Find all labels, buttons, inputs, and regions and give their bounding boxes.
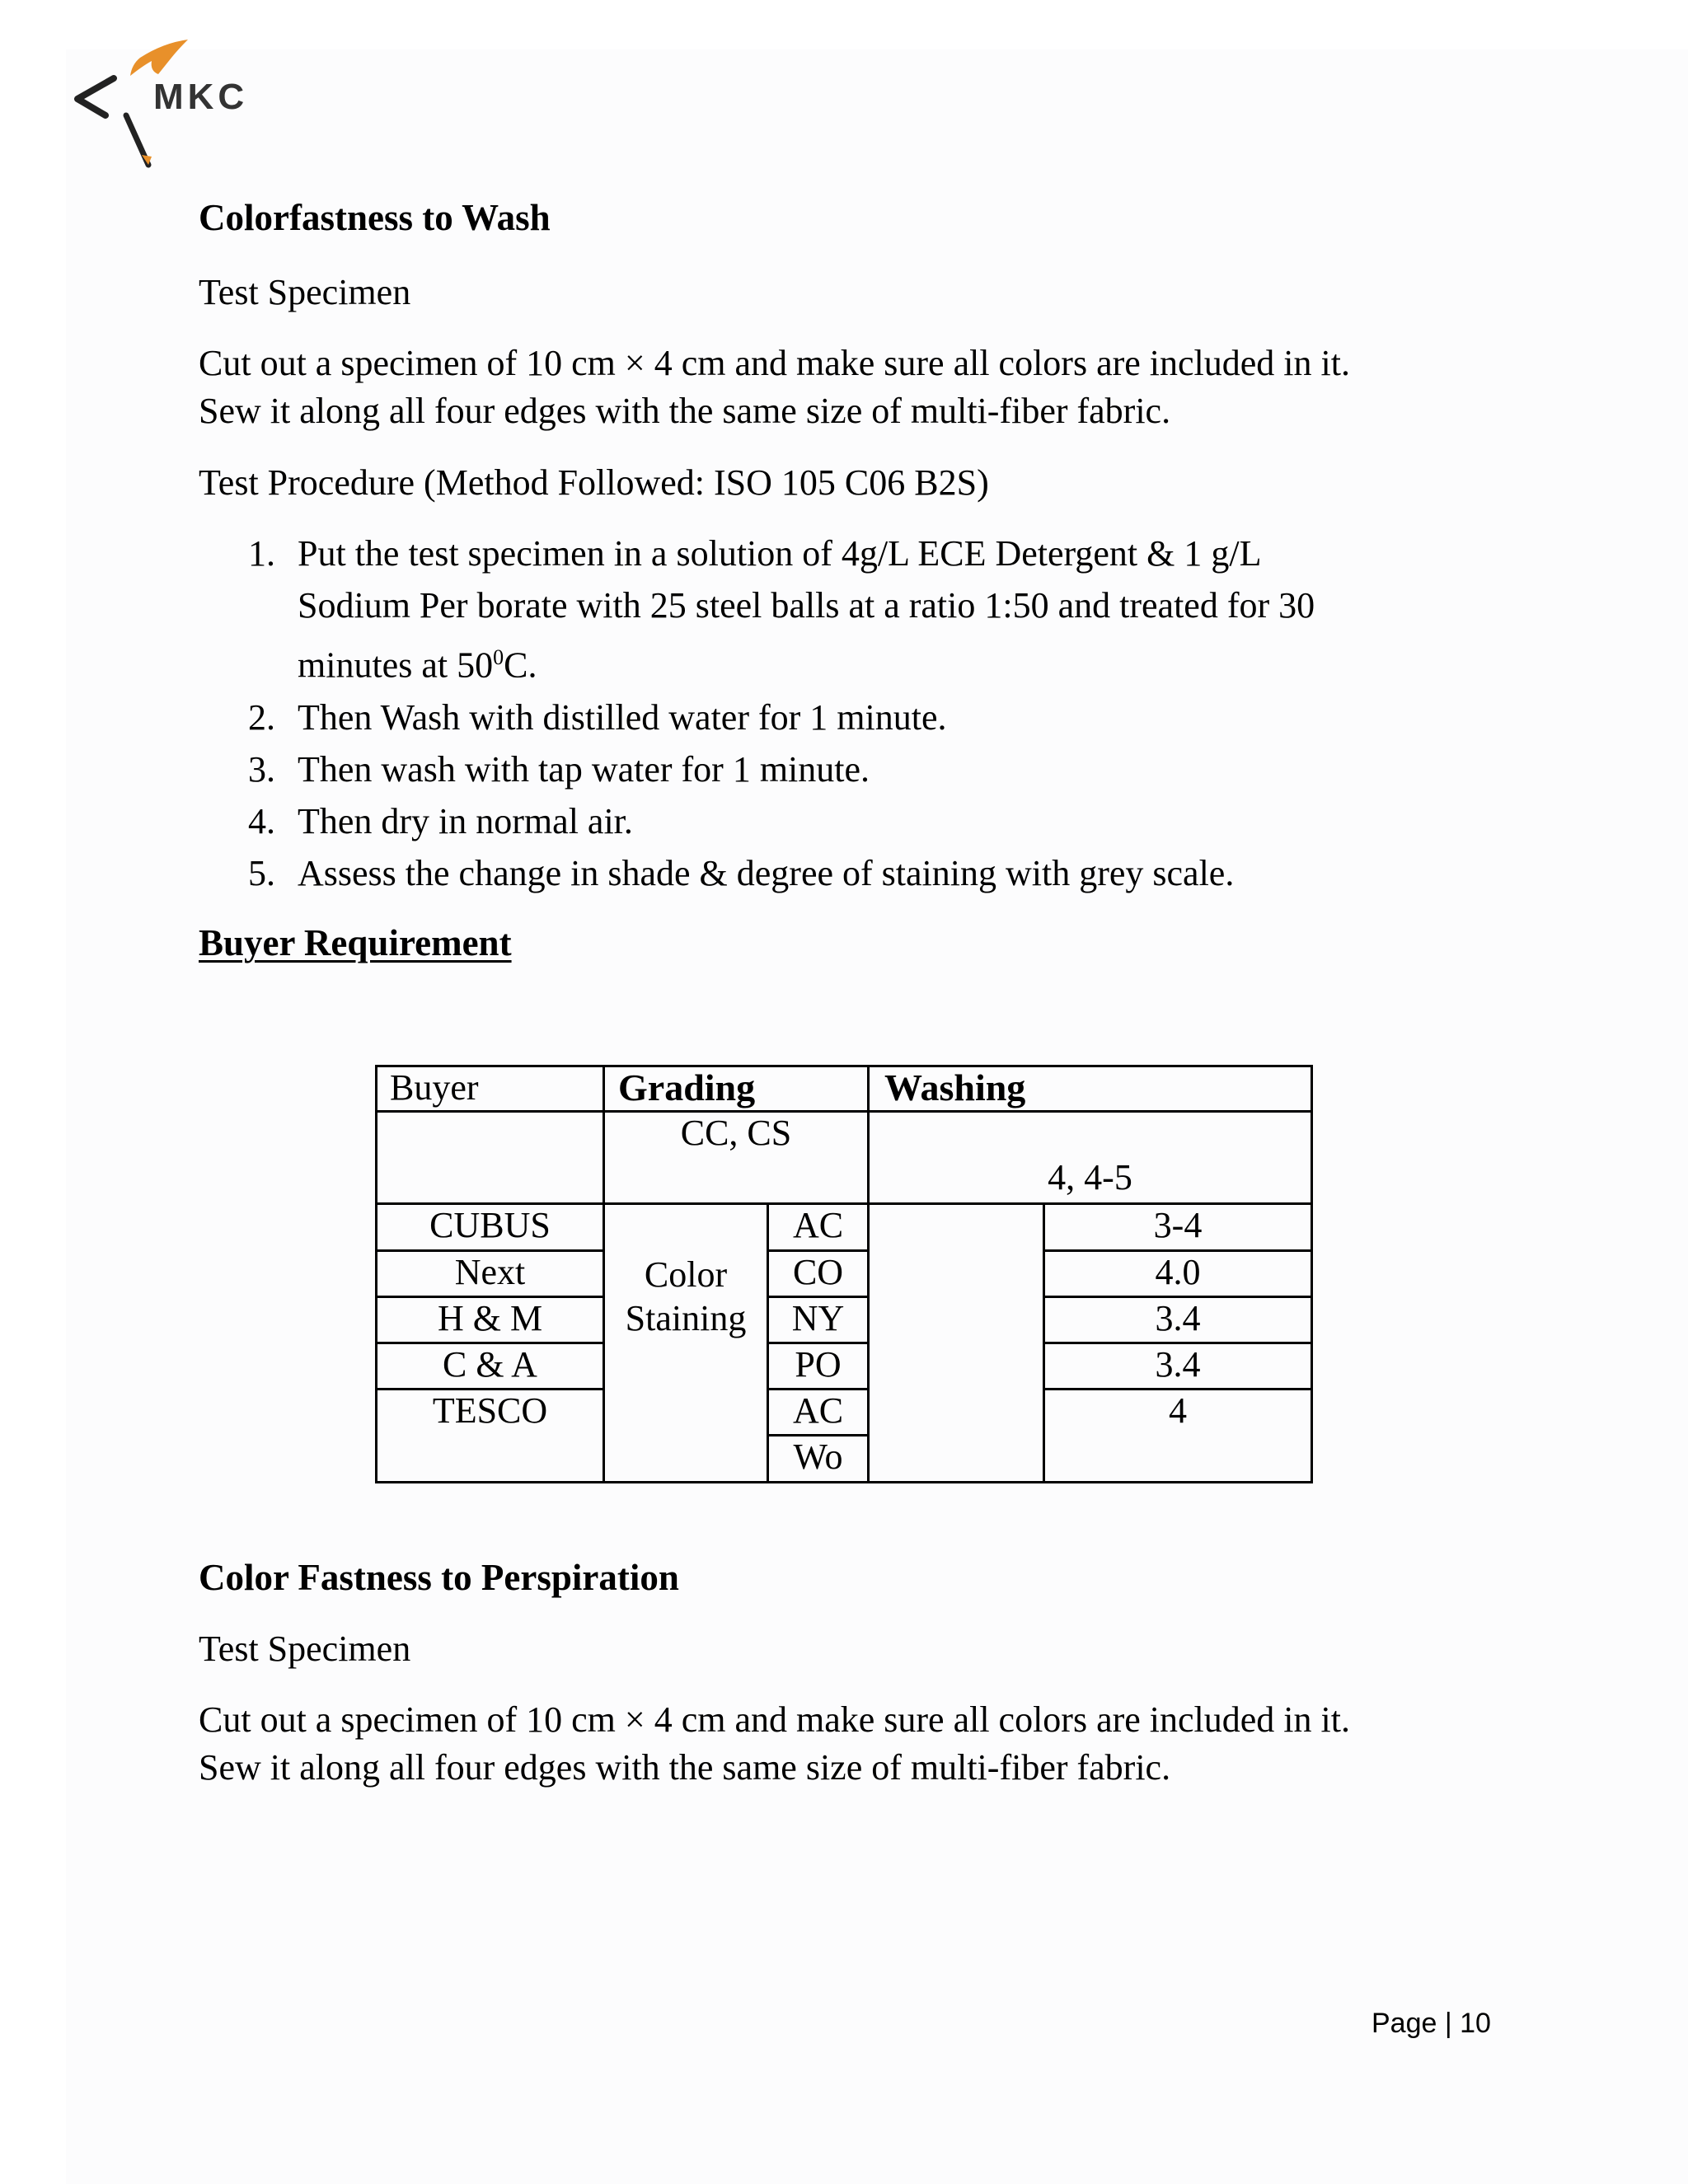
table-cell-fiber: PO [795, 1344, 842, 1385]
step-text: Then Wash with distilled water for 1 minute. [298, 696, 947, 738]
logo-text: MKC [153, 77, 249, 117]
table-header-buyer: Buyer [390, 1067, 479, 1108]
section-title-perspiration: Color Fastness to Perspiration [199, 1557, 679, 1598]
table-cell-buyer: TESCO [432, 1390, 548, 1431]
list-item [199, 795, 1315, 847]
table-cell-value: 3.4 [1155, 1298, 1201, 1338]
table-cell-fiber: AC [792, 1205, 844, 1245]
test-specimen-heading-2: Test Specimen [199, 1629, 411, 1669]
table-cell-buyer: H & M [437, 1298, 543, 1338]
step-text: Sodium Per borate with 25 steel balls at a ratio 1:50 and treated for 30 [298, 585, 1315, 626]
list-item [199, 631, 1315, 691]
table-cell-value: 4 [1169, 1390, 1187, 1431]
table-cell-value: 4.0 [1155, 1252, 1201, 1292]
specimen-text-line-1b: Cut out a specimen of 10 cm × 4 cm and make sure all colors are included in it. [199, 1699, 1350, 1740]
list-item [199, 691, 1315, 743]
step-number: 3. [248, 748, 275, 790]
table-cell-buyer: Next [454, 1252, 526, 1292]
step-number: 4. [248, 800, 275, 841]
superscript-degree: 0 [493, 645, 504, 669]
table-cell-cc-cs: CC, CS [680, 1113, 792, 1153]
buyer-requirement-heading: Buyer Requirement [199, 922, 512, 963]
table-cell-fiber: CO [792, 1252, 844, 1292]
table-cell-fiber: Wo [793, 1436, 843, 1477]
table-cell-staining: Staining [625, 1298, 747, 1338]
table-cell-value: 3-4 [1153, 1205, 1203, 1245]
table-cell-color: Color [644, 1254, 728, 1295]
step-number: 5. [248, 852, 275, 893]
list-item [199, 579, 1315, 631]
list-item [199, 527, 1315, 579]
table-cell-buyer: CUBUS [429, 1205, 551, 1245]
step-text: Then dry in normal air. [298, 800, 633, 841]
table-cell-buyer: C & A [443, 1344, 537, 1385]
step-number: 1. [248, 533, 275, 574]
step-text: C. [504, 644, 537, 686]
step-text: Assess the change in shade & degree of staining with grey scale. [298, 852, 1235, 893]
buyer-requirement-table [375, 1065, 1313, 1483]
list-item [199, 743, 1315, 795]
table-header-washing: Washing [884, 1066, 1026, 1108]
step-number: 2. [248, 696, 275, 738]
test-procedure-heading: Test Procedure (Method Followed: ISO 105 C06 B2S) [199, 462, 989, 503]
test-specimen-heading: Test Specimen [199, 272, 411, 312]
table-cell-fiber: NY [791, 1298, 845, 1338]
table-cell-value: 3.4 [1155, 1344, 1201, 1385]
section-title-wash: Colorfastness to Wash [199, 197, 551, 238]
specimen-text-line-2b: Sew it along all four edges with the same size of multi-fiber fabric. [199, 1747, 1171, 1788]
step-text: Then wash with tap water for 1 minute. [298, 748, 870, 790]
table-cell-fiber: AC [792, 1390, 844, 1431]
step-text: Put the test specimen in a solution of 4g/L ECE Detergent & 1 g/L [298, 533, 1262, 574]
table-cell-cc-cs-value: 4, 4-5 [1048, 1157, 1132, 1197]
list-item [199, 847, 1315, 899]
specimen-text-line-1: Cut out a specimen of 10 cm × 4 cm and make sure all colors are included in it. [199, 343, 1350, 383]
table-header-grading: Grading [618, 1066, 756, 1108]
specimen-text-line-2: Sew it along all four edges with the same size of multi-fiber fabric. [199, 391, 1171, 431]
step-text: minutes at 50 [298, 644, 494, 686]
procedure-steps [199, 527, 1315, 899]
page-number: Page | 10 [1372, 2008, 1491, 2039]
